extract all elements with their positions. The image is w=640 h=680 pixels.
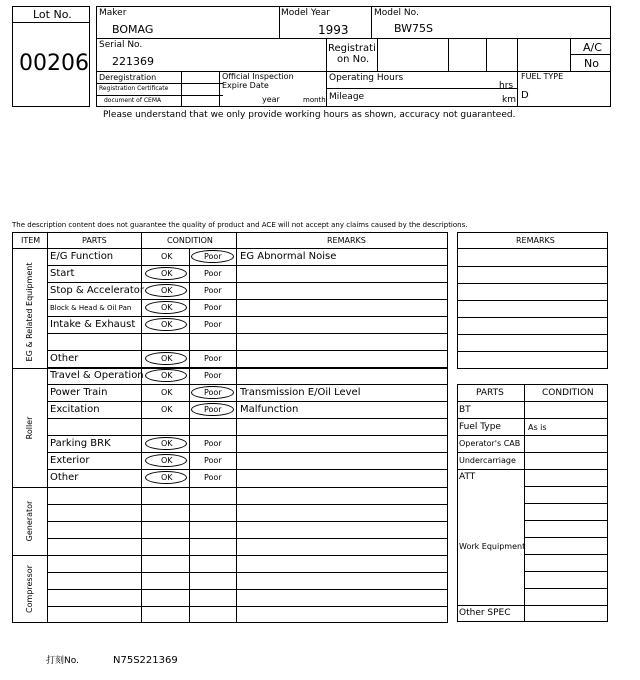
ok-option[interactable]: OK <box>161 320 173 329</box>
side-remarks-header: REMARKS <box>516 236 555 245</box>
group-compressor-label: Compressor <box>25 565 34 613</box>
group-roller-label: Roller <box>25 416 34 440</box>
model-no-label: Model No. <box>374 8 419 18</box>
hrs-unit: hrs <box>499 81 514 91</box>
registration-label-1: Registrati <box>328 43 376 54</box>
ok-selected-circle <box>145 471 187 484</box>
ok-selected-circle <box>145 318 187 331</box>
att-label: ATT <box>459 472 476 482</box>
fuel-type-row-label: Fuel Type <box>459 422 501 432</box>
ok-option[interactable]: OK <box>161 388 173 397</box>
ok-selected-circle <box>145 437 187 450</box>
registration-label-2: on No. <box>337 54 370 65</box>
engraved-number-label: 打刻No. <box>46 656 79 666</box>
inspection-label-1: Official Inspection <box>222 72 294 81</box>
serial-value: 221369 <box>112 55 154 68</box>
poor-option[interactable]: Poor <box>204 252 222 261</box>
fuel-type-row-value: As is <box>528 423 547 432</box>
month-label: month <box>303 96 326 104</box>
poor-option[interactable]: Poor <box>204 388 222 397</box>
ok-option[interactable]: OK <box>161 303 173 312</box>
model-no-value: BW75S <box>394 22 434 35</box>
km-unit: km <box>502 95 516 105</box>
ac-value: No <box>584 57 599 70</box>
fuel-type-label: FUEL TYPE <box>521 72 564 81</box>
item-header: ITEM <box>21 236 41 245</box>
ok-option[interactable]: OK <box>161 286 173 295</box>
poor-option[interactable]: Poor <box>204 320 222 329</box>
serial-label: Serial No. <box>99 40 143 50</box>
lot-number: 00206 <box>19 51 89 76</box>
cema-document-label: document of CEMA <box>104 97 162 104</box>
maker-value: BOMAG <box>112 23 154 36</box>
maker-label: Maker <box>99 8 127 18</box>
part-name: Power Train <box>50 387 108 398</box>
undercarriage-label: Undercarriage <box>459 456 516 465</box>
poor-option[interactable]: Poor <box>204 371 222 380</box>
poor-selected-circle <box>191 250 234 263</box>
ok-option[interactable]: OK <box>161 269 173 278</box>
part-name: Stop & Accelerator <box>50 285 145 296</box>
model-year-value: 1993 <box>318 23 349 37</box>
lot-label: Lot No. <box>33 8 72 21</box>
poor-selected-circle <box>191 403 234 416</box>
poor-option[interactable]: Poor <box>204 439 222 448</box>
part-name: Excitation <box>50 404 100 415</box>
ok-selected-circle <box>145 369 187 382</box>
poor-option[interactable]: Poor <box>204 286 222 295</box>
ok-selected-circle <box>145 267 187 280</box>
inspection-label-2: Expire Date <box>222 81 269 90</box>
part-name: Other <box>50 353 79 364</box>
work-equipment-label: Work Equipment <box>459 542 526 551</box>
poor-selected-circle <box>191 386 234 399</box>
part-name: Start <box>50 268 75 279</box>
hours-notice: Please understand that we only provide working hours as shown, accuracy not guaranteed. <box>103 110 516 120</box>
ok-option[interactable]: OK <box>161 252 173 261</box>
part-name: Travel & Operation <box>50 370 144 381</box>
operating-hours-label: Operating Hours <box>329 73 404 83</box>
remarks-header: REMARKS <box>327 236 366 245</box>
part-name: Other <box>50 472 79 483</box>
model-year-label: Model Year <box>281 8 330 18</box>
ok-selected-circle <box>145 454 187 467</box>
part-name: Intake & Exhaust <box>50 319 136 330</box>
mileage-label: Mileage <box>329 92 365 102</box>
poor-option[interactable]: Poor <box>204 269 222 278</box>
ok-option[interactable]: OK <box>161 456 173 465</box>
part-name: Parking BRK <box>50 438 111 449</box>
part-name: Exterior <box>50 455 90 466</box>
side-parts-header: PARTS <box>476 388 504 398</box>
group-generator-label: Generator <box>25 500 34 542</box>
remark-text: EG Abnormal Noise <box>240 251 337 262</box>
deregistration-label: Deregistration <box>99 73 157 82</box>
parts-header: PARTS <box>82 236 107 245</box>
ok-option[interactable]: OK <box>161 405 173 414</box>
group-eg-label: EG & Related Equipment <box>25 262 34 362</box>
ok-selected-circle <box>145 284 187 297</box>
poor-option[interactable]: Poor <box>204 456 222 465</box>
ac-label: A/C <box>583 41 602 54</box>
part-name: Block & Head & Oil Pan <box>50 304 132 312</box>
ok-option[interactable]: OK <box>161 473 173 482</box>
engraved-number-value: N75S221369 <box>113 655 178 666</box>
operator-cab-label: Operator's CAB <box>459 439 521 448</box>
remark-text: Malfunction <box>240 404 299 415</box>
poor-option[interactable]: Poor <box>204 473 222 482</box>
poor-option[interactable]: Poor <box>204 405 222 414</box>
registration-certificate-label: Registration Certificate <box>99 85 169 92</box>
other-spec-label: Other SPEC <box>459 608 511 618</box>
description-notice: The description content does not guarantee the quality of product and ACE will not accept any claims caused by the descriptions. <box>12 221 468 229</box>
poor-option[interactable]: Poor <box>204 303 222 312</box>
ok-option[interactable]: OK <box>161 354 173 363</box>
ok-option[interactable]: OK <box>161 371 173 380</box>
ok-selected-circle <box>145 301 187 314</box>
ok-selected-circle <box>145 352 187 365</box>
part-name: E/G Function <box>50 251 114 262</box>
ok-option[interactable]: OK <box>161 439 173 448</box>
remark-text: Transmission E/Oil Level <box>240 387 361 398</box>
year-label: year <box>262 95 280 104</box>
fuel-type-value: D <box>521 90 529 101</box>
poor-option[interactable]: Poor <box>204 354 222 363</box>
side-condition-header: CONDITION <box>542 388 594 398</box>
bt-label: BT <box>459 405 471 415</box>
condition-header: CONDITION <box>167 236 213 245</box>
